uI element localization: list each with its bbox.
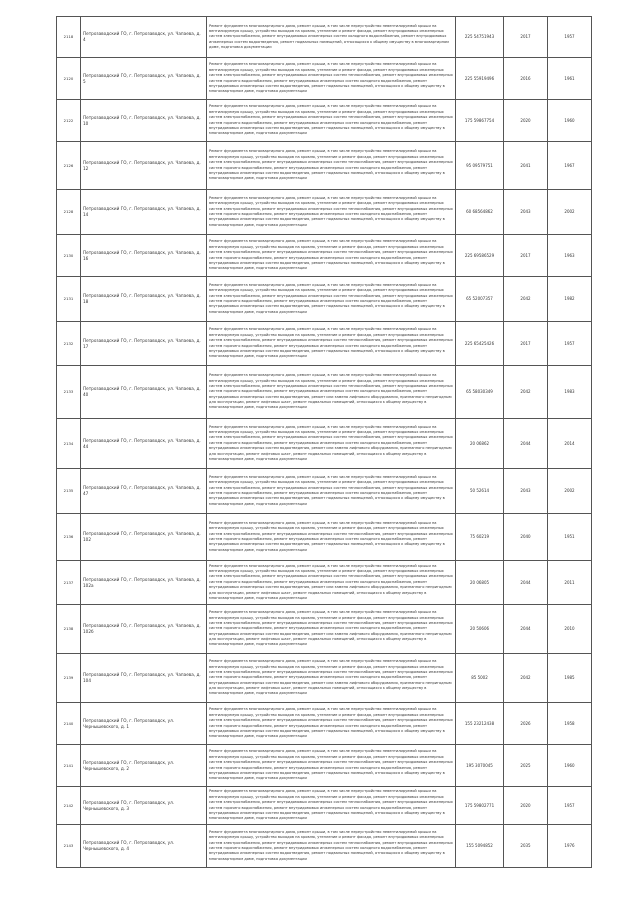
table-row [57, 58, 592, 100]
cost-cell: 225 65425426 [456, 322, 504, 366]
cost-cell: 225 54751943 [456, 17, 504, 58]
cost-cell: 20 06862 [456, 419, 504, 469]
address-cell: Петрозаводский ГО, г. Петрозаводск, ул. Чапаева, д. 4 [81, 17, 207, 58]
row-number: 2138 [57, 605, 81, 654]
row-number: 2139 [57, 654, 81, 703]
works-cell: Ремонт фундамента многоквартирного дома, ремонт крыши, в том числе переустройство невентилируемой крыши на вентилируемую крышу, устройство выходов на кровлю, утепление и ремонт фасада, ремонт внутридомовых инженерных систем электроснабжения, ремонт внутридомовых инженерных систем теплоснабжения, ремонт внутридомовых инженерных систем горячего водоснабжения, ремонт внутридомовых инженерных систем холодного водоснабжения, ремонт внутридомовых инженерных систем водоотведения, ремонт подвальных помещений, относящихся к общему имуществу в многоквартирном доме, подготовка документации [207, 142, 456, 190]
repair-year-cell: 2044 [504, 605, 548, 654]
address-cell: Петрозаводский ГО, г. Петрозаводск, ул. Чапаева, д. 14 [81, 190, 207, 235]
repair-year-cell: 2017 [504, 322, 548, 366]
cost-cell: 95 09579751 [456, 142, 504, 190]
row-number: 2131 [57, 277, 81, 322]
build-year-cell: 2002 [548, 190, 592, 235]
works-cell: Ремонт фундамента многоквартирного дома, ремонт крыши, в том числе переустройство невентилируемой крыши на вентилируемую крышу, устройство выходов на кровлю, утепление и ремонт фасада, ремонт внутридомовых инженерных систем электроснабжения, ремонт внутридомовых инженерных систем теплоснабжения, ремонт внутридомовых инженерных систем горячего водоснабжения, ремонт внутридомовых инженерных систем холодного водоснабжения, ремонт внутридомовых инженерных систем водоотведения, ремонт или замена лифтового оборудования, признанного непригодным для эксплуатации, ремонт лифтовых шахт, ремонт подвальных помещений, относящихся к общему имуществу в многоквартирном доме, подготовка документации [207, 366, 456, 419]
cost-cell: 60 68564862 [456, 190, 504, 235]
address-cell: Петрозаводский ГО, г. Петрозаводск, ул. Чапаева, д. 12 [81, 142, 207, 190]
works-cell: Ремонт фундамента многоквартирного дома, ремонт крыши, в том числе переустройство невентилируемой крыши на вентилируемую крышу, устройство выходов на кровлю, утепление и ремонт фасада, ремонт внутридомовых инженерных систем электроснабжения, ремонт внутридомовых инженерных систем теплоснабжения, ремонт внутридомовых инженерных систем горячего водоснабжения, ремонт внутридомовых инженерных систем холодного водоснабжения, ремонт внутридомовых инженерных систем водоотведения, ремонт подвальных помещений, относящихся к общему имуществу в многоквартирном доме, подготовка документации [207, 190, 456, 235]
address-cell: Петрозаводский ГО, г. Петрозаводск, ул. Чернышевского, д. 1 [81, 703, 207, 745]
works-cell: Ремонт фундамента многоквартирного дома, ремонт крыши, в том числе переустройство невентилируемой крыши на вентилируемую крышу, устройство выходов на кровлю, утепление и ремонт фасада, ремонт внутридомовых инженерных систем электроснабжения, ремонт внутридомовых инженерных систем теплоснабжения, ремонт внутридомовых инженерных систем горячего водоснабжения, ремонт внутридомовых инженерных систем холодного водоснабжения, ремонт внутридомовых инженерных систем водоотведения, ремонт подвальных помещений, относящихся к общему имуществу в многоквартирном доме, подготовка документации [207, 703, 456, 745]
cost-cell: 65 58030349 [456, 366, 504, 419]
repair-year-cell: 2042 [504, 366, 548, 419]
table-row [57, 787, 592, 825]
works-cell: Ремонт фундамента многоквартирного дома, ремонт крыши, в том числе переустройство невентилируемой крыши на вентилируемую крышу, устройство выходов на кровлю, утепление и ремонт фасада, ремонт внутридомовых инженерных систем электроснабжения, ремонт внутридомовых инженерных систем теплоснабжения, ремонт внутридомовых инженерных систем горячего водоснабжения, ремонт внутридомовых инженерных систем холодного водоснабжения, ремонт внутридомовых инженерных систем водоотведения, ремонт подвальных помещений, относящихся к общему имуществу в многоквартирном доме, подготовка документации [207, 787, 456, 825]
document-page [56, 16, 591, 868]
row-number: 2126 [57, 142, 81, 190]
address-cell: Петрозаводский ГО, г. Петрозаводск, ул. Чапаева, д. 102б [81, 605, 207, 654]
address-cell: Петрозаводский ГО, г. Петрозаводск, ул. Чапаева, д. 102а [81, 561, 207, 605]
works-cell: Ремонт фундамента многоквартирного дома, ремонт крыши, в том числе переустройство невентилируемой крыши на вентилируемую крышу, устройство выходов на кровлю, утепление и ремонт фасада, ремонт внутридомовых инженерных систем электроснабжения, ремонт внутридомовых инженерных систем теплоснабжения, ремонт внутридомовых инженерных систем горячего водоснабжения, ремонт внутридомовых инженерных систем холодного водоснабжения, ремонт внутридомовых инженерных систем водоотведения, ремонт подвальных помещений, относящихся к общему имуществу в многоквартирном доме, подготовка документации [207, 322, 456, 366]
build-year-cell: 1963 [548, 235, 592, 277]
row-number: 2143 [57, 825, 81, 868]
cost-cell: 75 60219 [456, 514, 504, 561]
row-number: 2118 [57, 17, 81, 58]
table-row [57, 514, 592, 561]
build-year-cell: 1957 [548, 322, 592, 366]
build-year-cell: 2014 [548, 419, 592, 469]
table-row [57, 469, 592, 514]
address-cell: Петрозаводский ГО, г. Петрозаводск, ул. Чапаева, д. 5 [81, 58, 207, 100]
repair-year-cell: 2035 [504, 825, 548, 868]
table-row [57, 745, 592, 787]
table-row [57, 17, 592, 58]
address-cell: Петрозаводский ГО, г. Петрозаводск, ул. Чапаева, д. 102 [81, 514, 207, 561]
repair-year-cell: 2044 [504, 561, 548, 605]
table-body [57, 17, 592, 868]
capital-repair-table [56, 16, 592, 868]
build-year-cell: 1958 [548, 703, 592, 745]
cost-cell: 155 23212438 [456, 703, 504, 745]
row-number: 2128 [57, 190, 81, 235]
repair-year-cell: 2043 [504, 469, 548, 514]
repair-year-cell: 2020 [504, 100, 548, 142]
repair-year-cell: 2041 [504, 142, 548, 190]
repair-year-cell: 2044 [504, 419, 548, 469]
repair-year-cell: 2026 [504, 703, 548, 745]
build-year-cell: 1957 [548, 787, 592, 825]
cost-cell: 20 50606 [456, 605, 504, 654]
cost-cell: 195 3070045 [456, 745, 504, 787]
works-cell: Ремонт фундамента многоквартирного дома, ремонт крыши, в том числе переустройство невентилируемой крыши на вентилируемую крышу, устройство выходов на кровлю, утепление и ремонт фасада, ремонт внутридомовых инженерных систем электроснабжения, ремонт внутридомовых инженерных систем теплоснабжения, ремонт внутридомовых инженерных систем горячего водоснабжения, ремонт внутридомовых инженерных систем холодного водоснабжения, ремонт внутридомовых инженерных систем водоотведения, ремонт подвальных помещений, относящихся к общему имуществу в многоквартирном доме, подготовка документации [207, 100, 456, 142]
build-year-cell: 1976 [548, 825, 592, 868]
works-cell: Ремонт фундамента многоквартирного дома, ремонт крыши, в том числе переустройство невентилируемой крыши на вентилируемую крышу, устройство выходов на кровлю, утепление и ремонт фасада, ремонт внутридомовых инженерных систем электроснабжения, ремонт внутридомовых инженерных систем теплоснабжения, ремонт внутридомовых инженерных систем горячего водоснабжения, ремонт внутридомовых инженерных систем холодного водоснабжения, ремонт внутридомовых инженерных систем водоотведения, ремонт подвальных помещений, относящихся к общему имуществу в многоквартирном доме, подготовка документации [207, 58, 456, 100]
cost-cell: 50 52614 [456, 469, 504, 514]
cost-cell: 85 5002 [456, 654, 504, 703]
repair-year-cell: 2040 [504, 514, 548, 561]
row-number: 2136 [57, 514, 81, 561]
works-cell: Ремонт фундамента многоквартирного дома, ремонт крыши, в том числе переустройство невентилируемой крыши на вентилируемую крышу, устройство выходов на кровлю, утепление и ремонт фасада, ремонт внутридомовых инженерных систем электроснабжения, ремонт внутридомовых инженерных систем теплоснабжения, ремонт внутридомовых инженерных систем горячего водоснабжения, ремонт внутридомовых инженерных систем холодного водоснабжения, ремонт внутридомовых инженерных систем водоотведения, ремонт или замена лифтового оборудования, признанного непригодным для эксплуатации, ремонт лифтовых шахт, ремонт подвальных помещений, относящихся к общему имуществу в многоквартирном доме, подготовка документации [207, 561, 456, 605]
build-year-cell: 1960 [548, 745, 592, 787]
cost-cell: 175 59802771 [456, 787, 504, 825]
build-year-cell: 1967 [548, 142, 592, 190]
table-row [57, 825, 592, 868]
table-row [57, 235, 592, 277]
address-cell: Петрозаводский ГО, г. Петрозаводск, ул. Чернышевского, д. 3 [81, 787, 207, 825]
row-number: 2130 [57, 235, 81, 277]
build-year-cell: 1985 [548, 654, 592, 703]
address-cell: Петрозаводский ГО, г. Петрозаводск, ул. Чапаева, д. 17 [81, 322, 207, 366]
table-row [57, 366, 592, 419]
address-cell: Петрозаводский ГО, г. Петрозаводск, ул. Чернышевского, д. 4 [81, 825, 207, 868]
row-number: 2133 [57, 366, 81, 419]
repair-year-cell: 2017 [504, 17, 548, 58]
repair-year-cell: 2016 [504, 58, 548, 100]
works-cell: Ремонт фундамента многоквартирного дома, ремонт крыши, в том числе переустройство невентилируемой крыши на вентилируемую крышу, устройство выходов на кровлю, утепление и ремонт фасада, ремонт внутридомовых инженерных систем электроснабжения, ремонт внутридомовых инженерных систем теплоснабжения, ремонт внутридомовых инженерных систем горячего водоснабжения, ремонт внутридомовых инженерных систем холодного водоснабжения, ремонт внутридомовых инженерных систем водоотведения, ремонт подвальных помещений, относящихся к общему имуществу в многоквартирном доме, подготовка документации [207, 469, 456, 514]
table-row [57, 703, 592, 745]
table-row [57, 142, 592, 190]
cost-cell: 225 55919496 [456, 58, 504, 100]
table-row [57, 605, 592, 654]
build-year-cell: 1951 [548, 514, 592, 561]
address-cell: Петрозаводский ГО, г. Петрозаводск, ул. Чапаева, д. 47 [81, 469, 207, 514]
address-cell: Петрозаводский ГО, г. Петрозаводск, ул. Чапаева, д. 44 [81, 419, 207, 469]
works-cell: Ремонт фундамента многоквартирного дома, ремонт крыши, в том числе переустройство невентилируемой крыши на вентилируемую крышу, устройство выходов на кровлю, утепление и ремонт фасада, ремонт внутридомовых инженерных систем электроснабжения, ремонт внутридомовых инженерных систем теплоснабжения, ремонт внутридомовых инженерных систем горячего водоснабжения, ремонт внутридомовых инженерных систем холодного водоснабжения, ремонт внутридомовых инженерных систем водоотведения, ремонт или замена лифтового оборудования, признанного непригодным для эксплуатации, ремонт лифтовых шахт, ремонт подвальных помещений, относящихся к общему имуществу в многоквартирном доме, подготовка документации [207, 605, 456, 654]
table-row [57, 190, 592, 235]
address-cell: Петрозаводский ГО, г. Петрозаводск, ул. Чернышевского, д. 2 [81, 745, 207, 787]
row-number: 2134 [57, 419, 81, 469]
repair-year-cell: 2042 [504, 277, 548, 322]
build-year-cell: 1982 [548, 277, 592, 322]
works-cell: Ремонт фундамента многоквартирного дома, ремонт крыши, в том числе переустройство невентилируемой крыши на вентилируемую крышу, устройство выходов на кровлю, утепление и ремонт фасада, ремонт внутридомовых инженерных систем электроснабжения, ремонт внутридомовых инженерных систем холодного водоснабжения, ремонт внутридомовых инженерных систем водоотведения, ремонт подвальных помещений, относящихся к общему имуществу в многоквартирном доме, подготовка документации [207, 17, 456, 58]
repair-year-cell: 2020 [504, 787, 548, 825]
table-row [57, 654, 592, 703]
build-year-cell: 1983 [548, 366, 592, 419]
row-number: 2132 [57, 322, 81, 366]
address-cell: Петрозаводский ГО, г. Петрозаводск, ул. Чапаева, д. 104 [81, 654, 207, 703]
row-number: 2122 [57, 100, 81, 142]
repair-year-cell: 2017 [504, 235, 548, 277]
build-year-cell: 2011 [548, 561, 592, 605]
row-number: 2135 [57, 469, 81, 514]
row-number: 2140 [57, 703, 81, 745]
build-year-cell: 1961 [548, 58, 592, 100]
cost-cell: 225 69586529 [456, 235, 504, 277]
repair-year-cell: 2042 [504, 654, 548, 703]
repair-year-cell: 2025 [504, 745, 548, 787]
table-row [57, 419, 592, 469]
works-cell: Ремонт фундамента многоквартирного дома, ремонт крыши, в том числе переустройство невентилируемой крыши на вентилируемую крышу, устройство выходов на кровлю, утепление и ремонт фасада, ремонт внутридомовых инженерных систем электроснабжения, ремонт внутридомовых инженерных систем теплоснабжения, ремонт внутридомовых инженерных систем горячего водоснабжения, ремонт внутридомовых инженерных систем холодного водоснабжения, ремонт внутридомовых инженерных систем водоотведения, ремонт или замена лифтового оборудования, признанного непригодным для эксплуатации, ремонт лифтовых шахт, ремонт подвальных помещений, относящихся к общему имуществу в многоквартирном доме, подготовка документации [207, 419, 456, 469]
build-year-cell: 1957 [548, 17, 592, 58]
row-number: 2120 [57, 58, 81, 100]
table-row [57, 100, 592, 142]
table-row [57, 561, 592, 605]
address-cell: Петрозаводский ГО, г. Петрозаводск, ул. Чапаева, д. 16 [81, 235, 207, 277]
address-cell: Петрозаводский ГО, г. Петрозаводск, ул. Чапаева, д. 18 [81, 277, 207, 322]
row-number: 2141 [57, 745, 81, 787]
row-number: 2142 [57, 787, 81, 825]
address-cell: Петрозаводский ГО, г. Петрозаводск, ул. Чапаева, д. 40 [81, 366, 207, 419]
cost-cell: 65 52007357 [456, 277, 504, 322]
address-cell: Петрозаводский ГО, г. Петрозаводск, ул. Чапаева, д. 10 [81, 100, 207, 142]
table-row [57, 277, 592, 322]
works-cell: Ремонт фундамента многоквартирного дома, ремонт крыши, в том числе переустройство невентилируемой крыши на вентилируемую крышу, устройство выходов на кровлю, утепление и ремонт фасада, ремонт внутридомовых инженерных систем электроснабжения, ремонт внутридомовых инженерных систем теплоснабжения, ремонт внутридомовых инженерных систем горячего водоснабжения, ремонт внутридомовых инженерных систем холодного водоснабжения, ремонт внутридомовых инженерных систем водоотведения, ремонт подвальных помещений, относящихся к общему имуществу в многоквартирном доме, подготовка документации [207, 514, 456, 561]
works-cell: Ремонт фундамента многоквартирного дома, ремонт крыши, в том числе переустройство невентилируемой крыши на вентилируемую крышу, устройство выходов на кровлю, утепление и ремонт фасада, ремонт внутридомовых инженерных систем электроснабжения, ремонт внутридомовых инженерных систем теплоснабжения, ремонт внутридомовых инженерных систем горячего водоснабжения, ремонт внутридомовых инженерных систем холодного водоснабжения, ремонт внутридомовых инженерных систем водоотведения, ремонт подвальных помещений, относящихся к общему имуществу в многоквартирном доме, подготовка документации [207, 277, 456, 322]
build-year-cell: 1960 [548, 100, 592, 142]
works-cell: Ремонт фундамента многоквартирного дома, ремонт крыши, в том числе переустройство невентилируемой крыши на вентилируемую крышу, устройство выходов на кровлю, утепление и ремонт фасада, ремонт внутридомовых инженерных систем электроснабжения, ремонт внутридомовых инженерных систем теплоснабжения, ремонт внутридомовых инженерных систем горячего водоснабжения, ремонт внутридомовых инженерных систем холодного водоснабжения, ремонт внутридомовых инженерных систем водоотведения, ремонт подвальных помещений, относящихся к общему имуществу в многоквартирном доме, подготовка документации [207, 825, 456, 868]
works-cell: Ремонт фундамента многоквартирного дома, ремонт крыши, в том числе переустройство невентилируемой крыши на вентилируемую крышу, устройство выходов на кровлю, утепление и ремонт фасада, ремонт внутридомовых инженерных систем электроснабжения, ремонт внутридомовых инженерных систем теплоснабжения, ремонт внутридомовых инженерных систем горячего водоснабжения, ремонт внутридомовых инженерных систем холодного водоснабжения, ремонт внутридомовых инженерных систем водоотведения, ремонт подвальных помещений, относящихся к общему имуществу в многоквартирном доме, подготовка документации [207, 745, 456, 787]
works-cell: Ремонт фундамента многоквартирного дома, ремонт крыши, в том числе переустройство невентилируемой крыши на вентилируемую крышу, устройство выходов на кровлю, утепление и ремонт фасада, ремонт внутридомовых инженерных систем электроснабжения, ремонт внутридомовых инженерных систем теплоснабжения, ремонт внутридомовых инженерных систем горячего водоснабжения, ремонт внутридомовых инженерных систем холодного водоснабжения, ремонт внутридомовых инженерных систем водоотведения, ремонт или замена лифтового оборудования, признанного непригодным для эксплуатации, ремонт лифтовых шахт, ремонт подвальных помещений, относящихся к общему имуществу в многоквартирном доме, подготовка документации [207, 654, 456, 703]
row-number: 2137 [57, 561, 81, 605]
build-year-cell: 2002 [548, 469, 592, 514]
cost-cell: 155 5094852 [456, 825, 504, 868]
works-cell: Ремонт фундамента многоквартирного дома, ремонт крыши, в том числе переустройство невентилируемой крыши на вентилируемую крышу, устройство выходов на кровлю, утепление и ремонт фасада, ремонт внутридомовых инженерных систем электроснабжения, ремонт внутридомовых инженерных систем теплоснабжения, ремонт внутридомовых инженерных систем горячего водоснабжения, ремонт внутридомовых инженерных систем холодного водоснабжения, ремонт внутридомовых инженерных систем водоотведения, ремонт подвальных помещений, относящихся к общему имуществу в многоквартирном доме, подготовка документации [207, 235, 456, 277]
build-year-cell: 2010 [548, 605, 592, 654]
repair-year-cell: 2043 [504, 190, 548, 235]
table-row [57, 322, 592, 366]
cost-cell: 20 06805 [456, 561, 504, 605]
cost-cell: 175 59867754 [456, 100, 504, 142]
